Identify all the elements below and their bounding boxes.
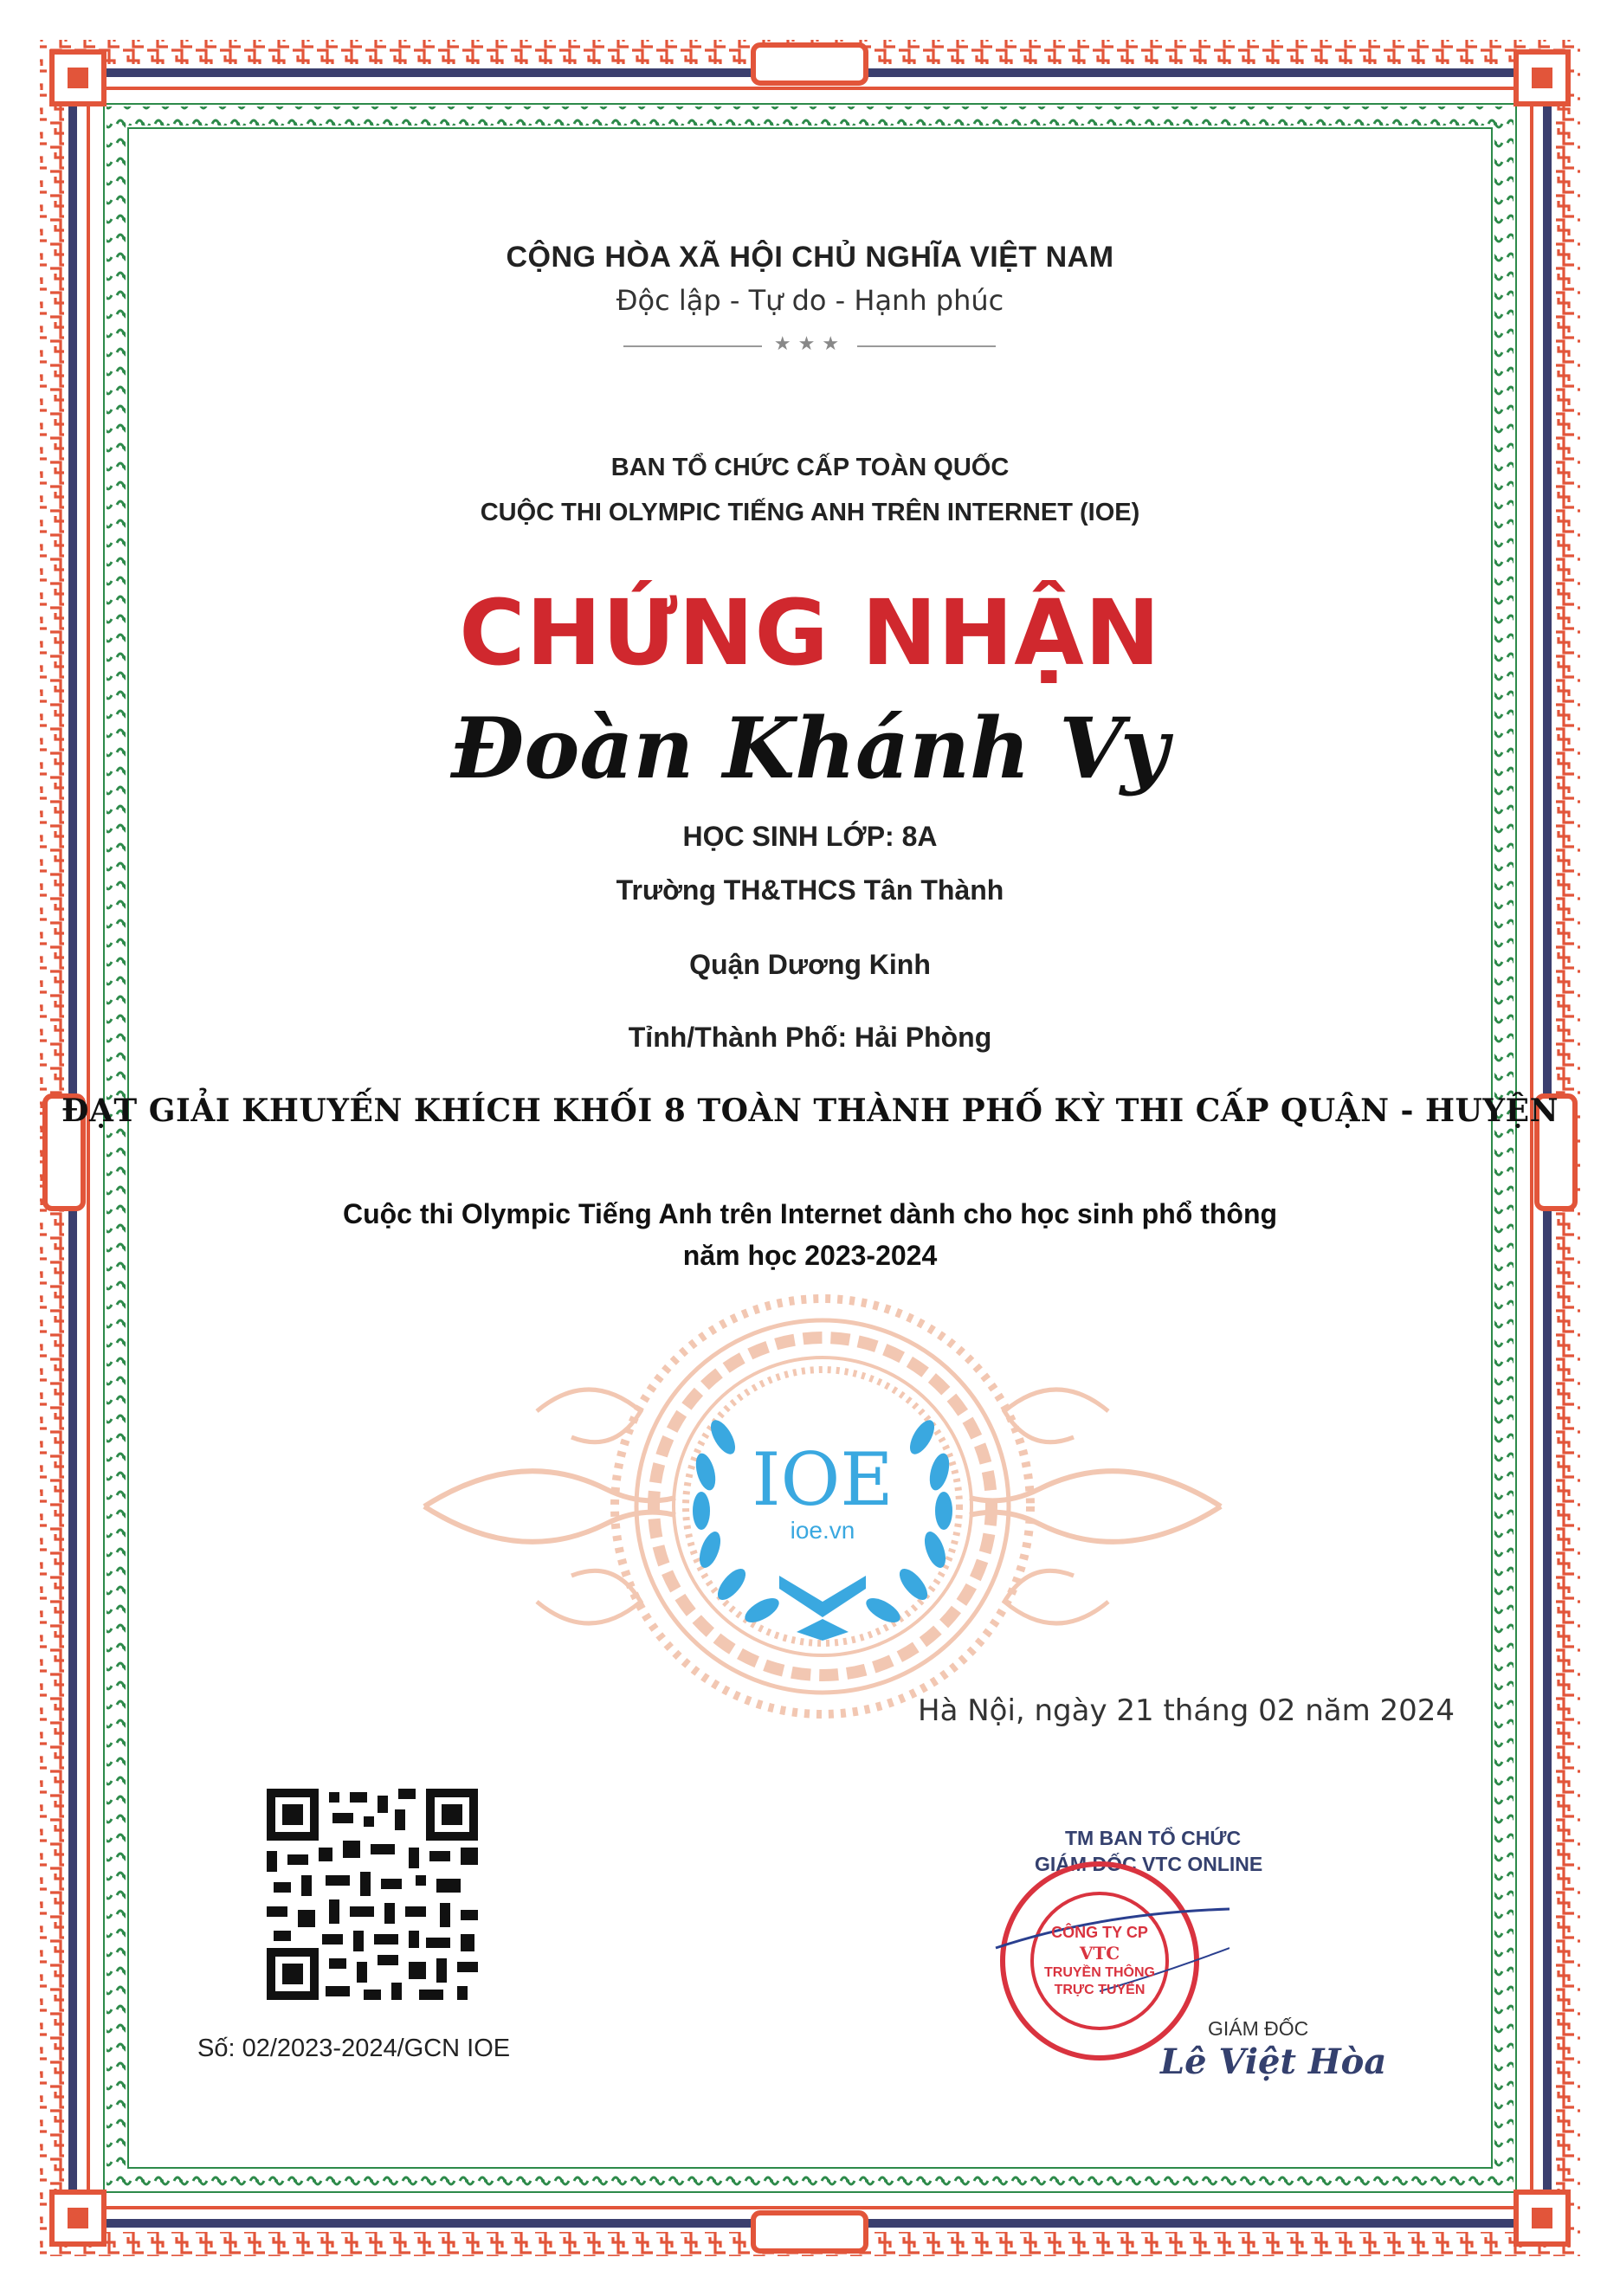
stamp-company: CÔNG TY CP: [1051, 1924, 1148, 1941]
signer-title: GIÁM ĐỐC: [1208, 2017, 1309, 2040]
national-motto: Độc lập - Tự do - Hạnh phúc: [616, 284, 1004, 317]
province-name: Tỉnh/Thành Phố: Hải Phòng: [628, 1022, 992, 1053]
signature-position: GIÁM ĐỐC VTC ONLINE: [1035, 1853, 1263, 1875]
signature-org: TM BAN TỔ CHỨC: [1065, 1827, 1242, 1849]
stamp-line-3: TRỰC TUYẾN: [1054, 1983, 1146, 1997]
student-class: HỌC SINH LỚP: 8A: [682, 821, 938, 852]
ioe-logo-text: IOE: [752, 1437, 894, 1522]
certificate-title: CHỨNG NHẬN: [459, 580, 1161, 686]
qr-code: [267, 1789, 478, 2000]
school-name: Trường TH&THCS Tân Thành: [616, 874, 1004, 906]
contest-line-2: năm học 2023-2024: [682, 1240, 938, 1271]
organizer-line-2: CUỘC THI OLYMPIC TIẾNG ANH TRÊN INTERNET (IOE): [480, 499, 1140, 526]
contest-line-1: Cuộc thi Olympic Tiếng Anh trên Internet dành cho học sinh phổ thông: [342, 1198, 1278, 1229]
district-name: Quận Dương Kinh: [689, 949, 931, 980]
issue-date: Hà Nội, ngày 21 tháng 02 năm 2024: [918, 1693, 1455, 1728]
separator-stars-icon: ★★★: [773, 332, 847, 354]
award-text: ĐẠT GIẢI KHUYẾN KHÍCH KHỐI 8 TOÀN THÀNH PHỐ KỲ THI CẤP QUẬN - HUYỆN: [61, 1093, 1559, 1129]
ioe-logo-url: ioe.vn: [790, 1517, 855, 1544]
stamp-brand: VTC: [1079, 1943, 1120, 1964]
serial-number: Số: 02/2023-2024/GCN IOE: [197, 2035, 511, 2062]
recipient-name: Đoàn Khánh Vy: [451, 700, 1169, 797]
organizer-line-1: BAN TỔ CHỨC CẤP TOÀN QUỐC: [610, 454, 1010, 481]
republic-heading: CỘNG HÒA XÃ HỘI CHỦ NGHĨA VIỆT NAM: [506, 241, 1114, 274]
stamp-line-2: TRUYỀN THÔNG: [1044, 1965, 1155, 1980]
signer-name: Lê Việt Hòa: [1160, 2041, 1387, 2082]
